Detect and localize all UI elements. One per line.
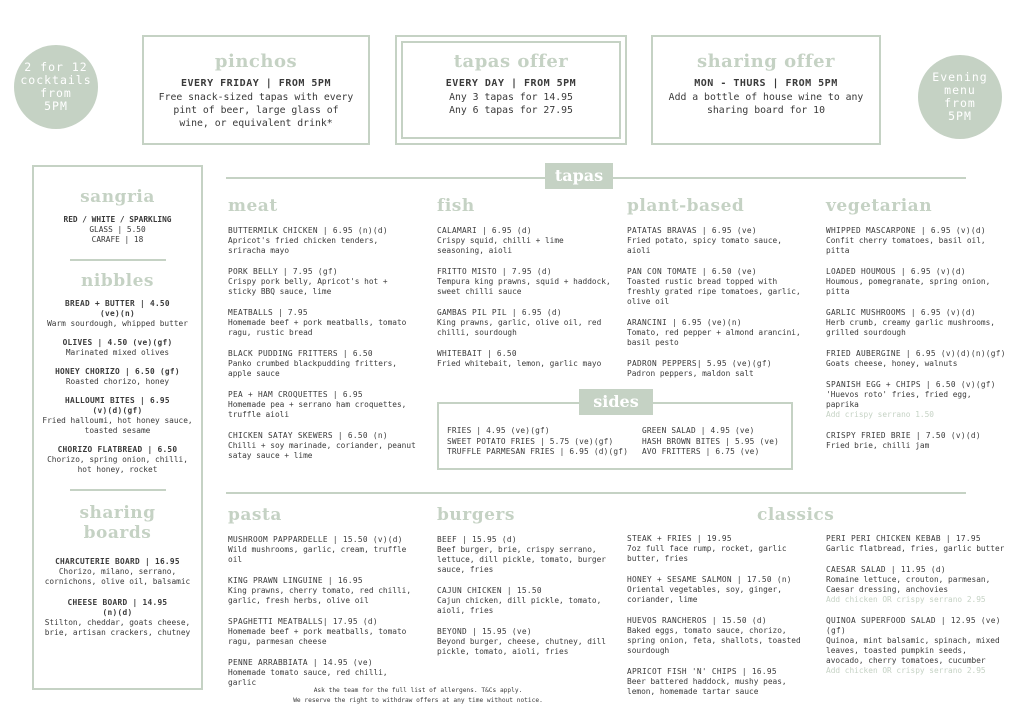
list-item: QUINOA SUPERFOOD SALAD | 12.95 (ve)(gf) Quinoa, mint balsamic, spinach, mixed leaves, toasted pumpkin seeds, avocado, cherry tomatoes, cucumber Add chicken OR crispy serrano 2.95: [826, 616, 1001, 675]
sharing-offer-when: MON - THURS | FROM 5PM: [694, 78, 838, 89]
pasta-title: pasta: [228, 505, 282, 525]
list-item: STEAK + FRIES | 19.95 7oz full face rump, rocket, garlic butter, fries: [627, 534, 787, 563]
list-item: OLIVES | 4.50 (ve)(gf) Marinated mixed olives: [62, 338, 173, 357]
list-item: PERI PERI CHICKEN KEBAB | 17.95 Garlic flatbread, fries, garlic butter: [826, 534, 1005, 553]
pinchos-offer: [142, 35, 370, 145]
list-item: LOADED HOUMOUS | 6.95 (v)(d) Houmous, pomegranate, spring onion, pitta: [826, 267, 991, 296]
meat-section: [228, 196, 418, 472]
divider: [70, 489, 166, 491]
list-item: PADRON PEPPERS| 5.95 (ve)(gf) Padron peppers, maldon salt: [627, 359, 772, 378]
list-item: SWEET POTATO FRIES | 5.75 (ve)(gf): [447, 436, 614, 446]
sangria-line-1: RED / WHITE / SPARKLING: [63, 215, 172, 224]
list-item: CAESAR SALAD | 11.95 (d) Romaine lettuce, crouton, parmesan, Caesar dressing, anchovies Add chicken OR crispy serrano 2.95: [826, 565, 991, 604]
plant-based-section: [627, 196, 805, 390]
fish-section: [437, 196, 613, 380]
list-item: CHORIZO FLATBREAD | 6.50 Chorizo, spring onion, chilli, hot honey, rocket: [47, 445, 188, 474]
list-item: HALLOUMI BITES | 6.95 (v)(d)(gf) Fried halloumi, hot honey sauce, toasted sesame: [42, 396, 193, 435]
sharing-boards-title: sharing boards: [79, 503, 156, 543]
evening-menu-badge: Evening menu from 5PM: [918, 55, 1002, 139]
sides-tag: sides: [579, 389, 653, 415]
list-item: FRIED AUBERGINE | 6.95 (v)(d)(n)(gf) Goats cheese, honey, walnuts: [826, 349, 1006, 368]
sharing-offer: [651, 35, 881, 145]
tapas-offer-desc-2: Any 6 tapas for 27.95: [449, 105, 573, 116]
list-item: APRICOT FISH 'N' CHIPS | 16.95 Beer battered haddock, mushy peas, lemon, homemade tartar sauce: [627, 667, 787, 696]
pinchos-title: pinchos: [214, 51, 298, 72]
list-item: HASH BROWN BITES | 5.95 (ve): [642, 436, 780, 446]
list-item: PATATAS BRAVAS | 6.95 (ve) Fried potato, spicy tomato sauce, aioli: [627, 226, 782, 255]
cocktail-offer-badge: 2 for 12 cocktails from 5PM: [14, 45, 98, 129]
list-item: CHICKEN SATAY SKEWERS | 6.50 (n) Chilli + soy marinade, coriander, peanut satay sauce + lime: [228, 431, 416, 460]
list-item: TRUFFLE PARMESAN FRIES | 6.95 (d)(gf): [447, 447, 629, 456]
list-item: BEEF | 15.95 (d) Beef burger, brie, crispy serrano, lettuce, dill pickle, tomato, burger sauce, fries: [437, 535, 606, 574]
list-item: PORK BELLY | 7.95 (gf) Crispy pork belly, Apricot's hot + sticky BBQ sauce, lime: [228, 267, 388, 296]
sharing-offer-title: sharing offer: [696, 51, 836, 72]
list-item: KING PRAWN LINGUINE | 16.95 King prawns, cherry tomato, red chilli, garlic, fresh herbs, olive oil: [228, 576, 412, 605]
list-item: SPANISH EGG + CHIPS | 6.50 (v)(gf) 'Huevos roto' fries, fried egg, paprika Add crispy serrano 1.50: [826, 380, 996, 419]
list-item: MUSHROOM PAPPARDELLE | 15.50 (v)(d) Wild mushrooms, garlic, cream, truffle oil: [228, 535, 407, 564]
list-item: AVO FRITTERS | 6.75 (ve): [642, 447, 760, 456]
list-item: SPAGHETTI MEATBALLS| 17.95 (d) Homemade beef + pork meatballs, tomato ragu, parmesan cheese: [228, 617, 407, 646]
list-item: HUEVOS RANCHEROS | 15.50 (d) Baked eggs, tomato sauce, chorizo, spring onion, feta, shallots, toasted sourdough: [627, 616, 801, 655]
pinchos-when: EVERY FRIDAY | FROM 5PM: [181, 78, 331, 89]
list-item: CHARCUTERIE BOARD | 16.95 Chorizo, milano, serrano, cornichons, olive oil, balsamic: [44, 557, 191, 586]
list-item: CAJUN CHICKEN | 15.50 Cajun chicken, dill pickle, tomato, aioli, fries: [437, 586, 602, 615]
list-item: ARANCINI | 6.95 (ve)(n) Tomato, red pepper + almond arancini, basil pesto: [627, 318, 801, 347]
list-item: CHEESE BOARD | 14.95 (n)(d) Stilton, cheddar, goats cheese, brie, artisan crackers, chutney: [44, 598, 191, 637]
list-item: FRIES | 4.95 (ve)(gf): [447, 426, 550, 435]
sangria-title: sangria: [80, 187, 155, 207]
list-item: PEA + HAM CROQUETTES | 6.95 Homemade pea + serrano ham croquettes, truffle aioli: [228, 390, 407, 419]
list-item: BEYOND | 15.95 (ve) Beyond burger, cheese, chutney, dill pickle, tomato, aioli, fries: [437, 627, 606, 656]
sangria-line-3: CARAFE | 18: [91, 235, 144, 244]
list-item: BUTTERMILK CHICKEN | 6.95 (n)(d) Apricot's fried chicken tenders, sriracha mayo: [228, 226, 388, 255]
plant-based-title: plant-based: [627, 196, 745, 216]
footer-notice: Ask the team for the full list of allergens. T&Cs apply. We reserve the right to withdraw offers at any time without notice.: [293, 687, 543, 704]
list-item: BLACK PUDDING FRITTERS | 6.50 Panko crumbed blackpudding fritters, apple sauce: [228, 349, 397, 378]
vegetarian-section: [826, 196, 1006, 462]
classics-left: [627, 534, 805, 708]
tapas-tag: tapas: [545, 163, 613, 189]
list-item: GARLIC MUSHROOMS | 6.95 (v)(d) Herb crumb, creamy garlic mushrooms, grilled sourdough: [826, 308, 995, 337]
list-item: FRITTO MISTO | 7.95 (d) Tempura king prawns, squid + haddock, sweet chilli sauce: [437, 267, 611, 296]
list-item: CALAMARI | 6.95 (d) Crispy squid, chilli + lime seasoning, aioli: [437, 226, 564, 255]
classics-right: [826, 534, 1006, 687]
sharing-offer-desc: Add a bottle of house wine to any sharing board for 10: [668, 92, 864, 116]
tapas-offer-title: tapas offer: [453, 51, 569, 72]
tapas-offer-when: EVERY DAY | FROM 5PM: [445, 78, 577, 89]
nibbles-title: nibbles: [81, 271, 154, 291]
pinchos-desc: Free snack-sized tapas with every pint of beer, large glass of wine, or equivalent drink*: [158, 92, 354, 129]
sangria-line-2: GLASS | 5.50: [89, 225, 146, 234]
list-item: MEATBALLS | 7.95 Homemade beef + pork meatballs, tomato ragu, rustic bread: [228, 308, 407, 337]
meat-title: meat: [228, 196, 278, 216]
list-item: HONEY + SESAME SALMON | 17.50 (n) Oriental vegetables, soy, ginger, coriander, lime: [627, 575, 792, 604]
burgers-title: burgers: [437, 505, 515, 525]
list-item: GREEN SALAD | 4.95 (ve): [642, 426, 755, 435]
list-item: CRISPY FRIED BRIE | 7.50 (v)(d) Fried brie, chilli jam: [826, 431, 981, 450]
tapas-offer-desc-1: Any 3 tapas for 14.95: [449, 92, 573, 103]
mains-rule: [226, 492, 966, 494]
list-item: GAMBAS PIL PIL | 6.95 (d) King prawns, garlic, olive oil, red chilli, sourdough: [437, 308, 602, 337]
classics-title: classics: [757, 505, 835, 525]
list-item: WHITEBAIT | 6.50 Fried whitebait, lemon, garlic mayo: [437, 349, 602, 368]
pasta-section: [228, 505, 418, 699]
fish-title: fish: [437, 196, 475, 216]
burgers-section: [437, 505, 613, 668]
list-item: PENNE ARRABBIATA | 14.95 (ve) Homemade tomato sauce, red chilli, garlic: [228, 658, 388, 687]
divider: [70, 259, 166, 261]
drinks-nibbles-panel: [32, 165, 203, 690]
vegetarian-title: vegetarian: [826, 196, 933, 216]
list-item: BREAD + BUTTER | 4.50 (ve)(n) Warm sourdough, whipped butter: [47, 299, 188, 328]
tapas-offer: [401, 41, 621, 139]
list-item: WHIPPED MASCARPONE | 6.95 (v)(d) Confit cherry tomatoes, basil oil, pitta: [826, 226, 986, 255]
list-item: PAN CON TOMATE | 6.50 (ve) Toasted rustic bread topped with freshly grated ripe tomatoes, garlic, olive oil: [627, 267, 801, 306]
list-item: HONEY CHORIZO | 6.50 (gf) Roasted chorizo, honey: [55, 367, 180, 386]
